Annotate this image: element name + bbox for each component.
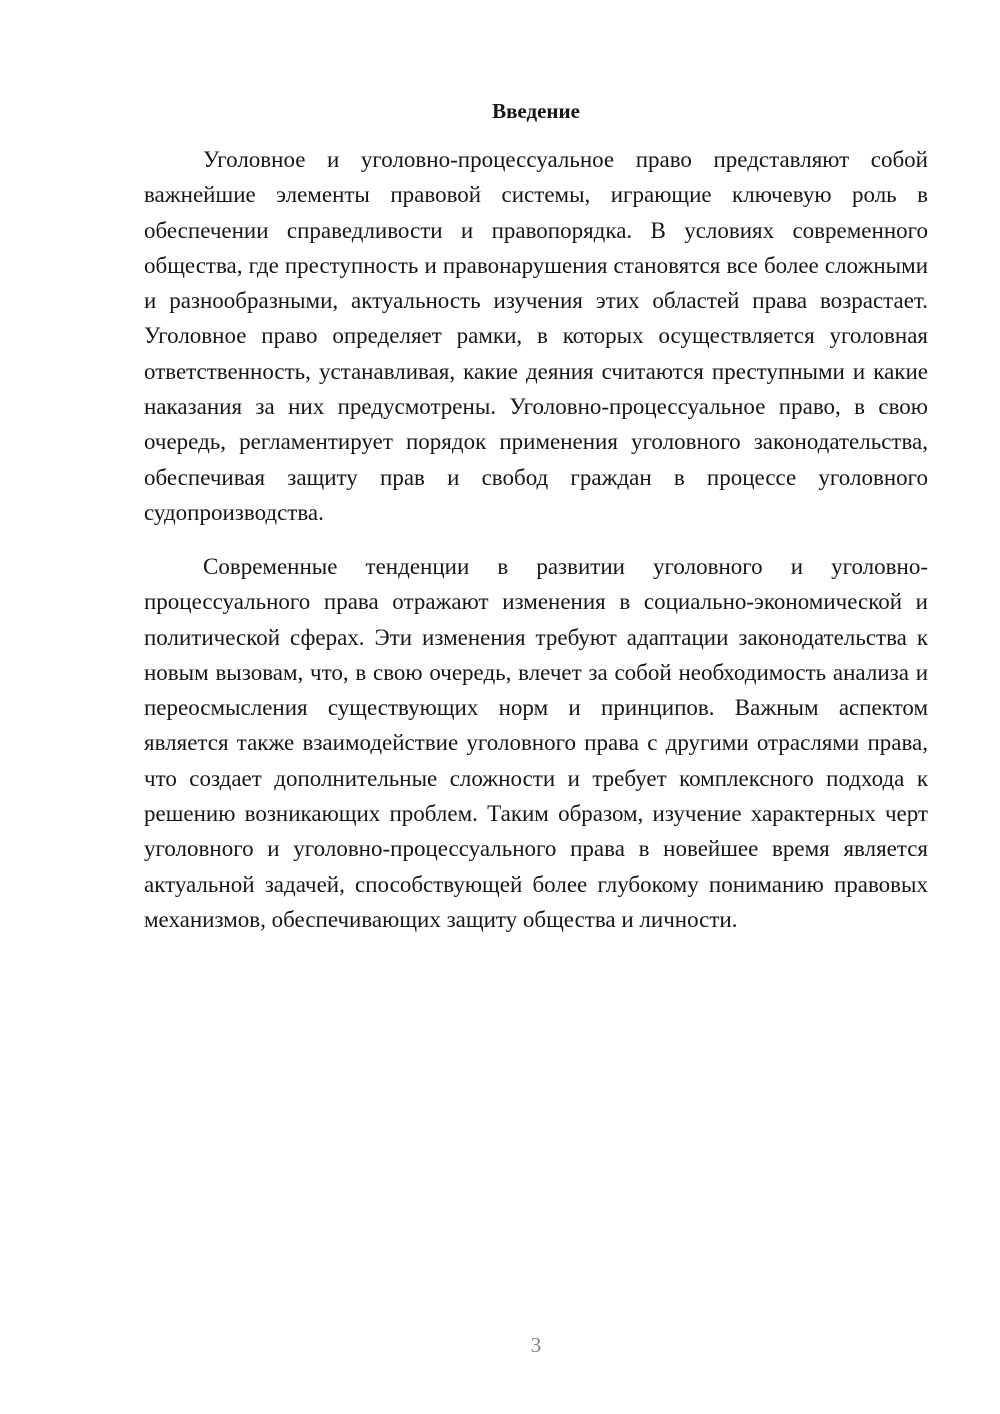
page-number: 3 xyxy=(530,1333,542,1357)
paragraph-trends: Современные тенденции в развитии уголовного и уголовно-процессуального права отражают изменения в социально-экономической и политической сферах. Эти изменения требуют адаптации законодательства к новым вызовам, что, в свою очередь, влечет за собой необходимость анализа и переосмысления существующих норм и принципов. Важным аспектом является также взаимодействие уголовного права с другими отраслями права, что создает дополнительные сложности и требует комплексного подхода к решению возникающих проблем. Таким образом, изучение характерных черт уголовного и уголовно-процессуального права в новейшее время является актуальной задачей, способствующей более глубокому пониманию правовых механизмов, обеспечивающих защиту общества и личности. xyxy=(144,554,928,932)
paragraph-intro: Уголовное и уголовно-процессуальное право представляют собой важнейшие элементы правовой системы, играющие ключевую роль в обеспечении справедливости и правопорядка. В условиях современного общества, где преступность и правонарушения становятся все более сложными и разнообразными, актуальность изучения этих областей права возрастает. Уголовное право определяет рамки, в которых осуществляется уголовная ответственность, устанавливая, какие деяния считаются преступными и какие наказания за них предусмотрены. Уголовно-процессуальное право, в свою очередь, регламентирует порядок применения уголовного законодательства, обеспечивая защиту прав и свобод граждан в процессе уголовного судопроизводства. xyxy=(144,147,928,525)
section-title: Введение xyxy=(492,99,580,123)
